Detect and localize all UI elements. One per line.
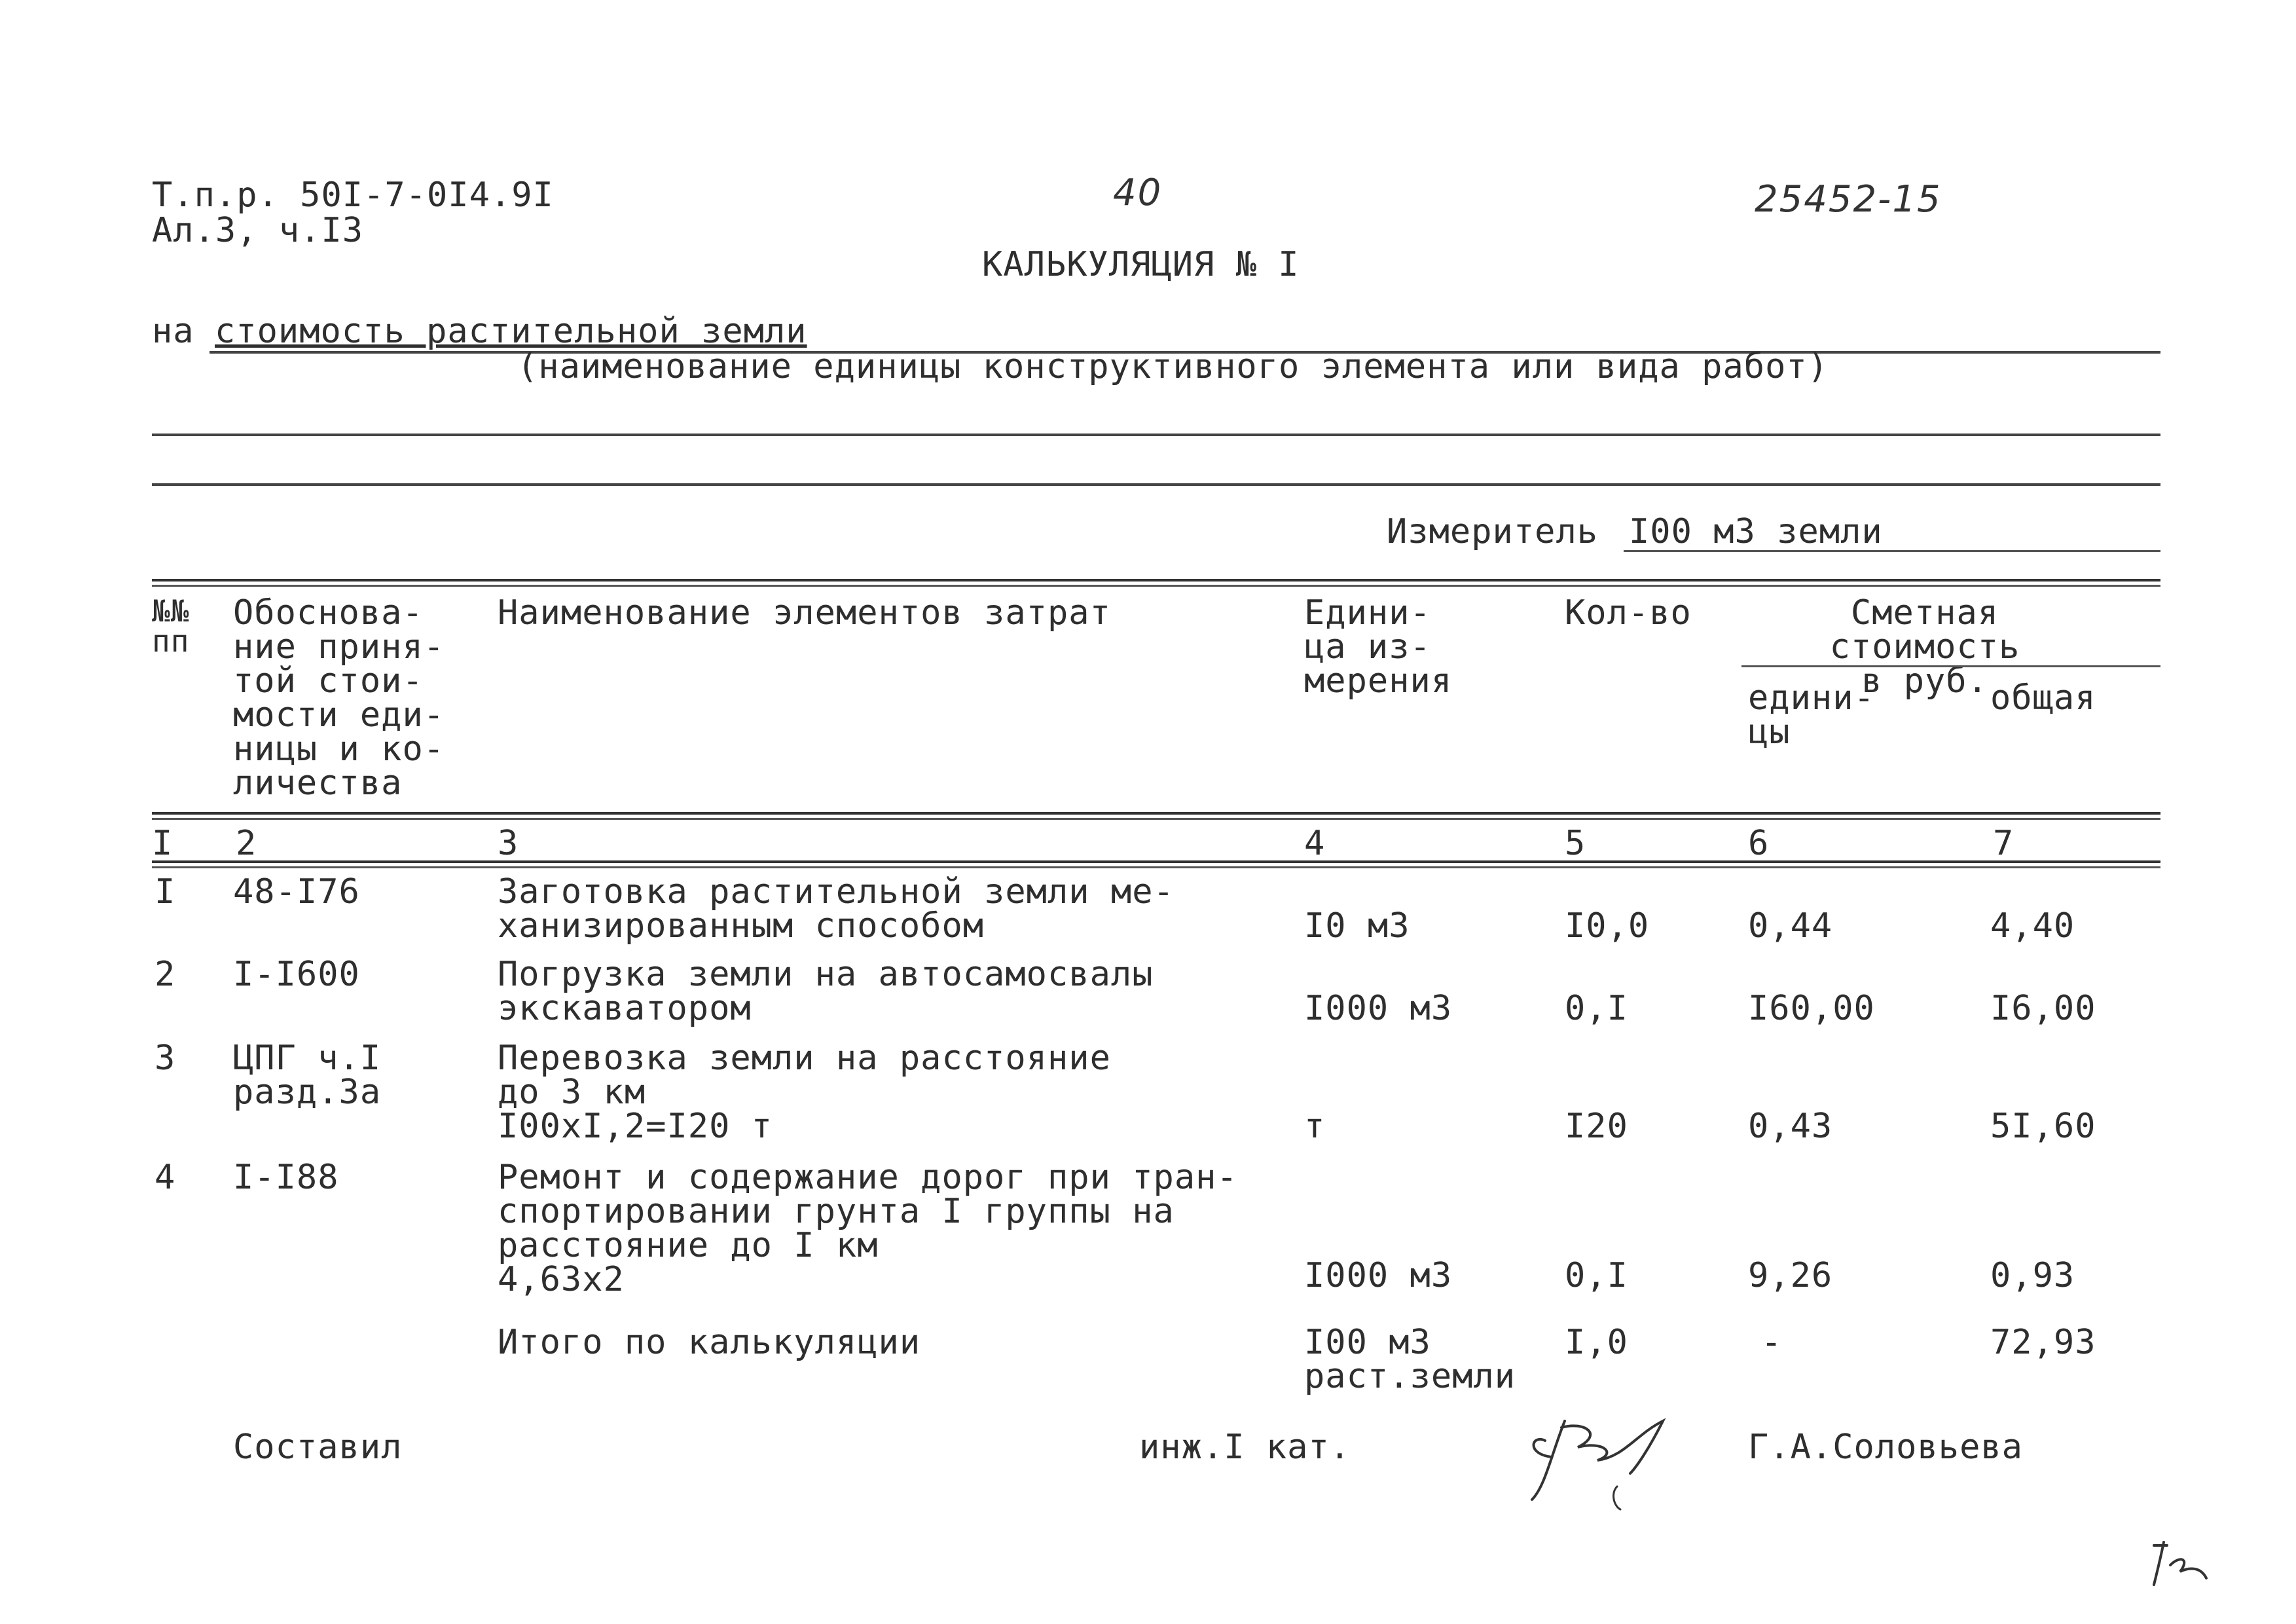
- document-reference: Т.п.р. 50I-7-0I4.9I: [152, 175, 554, 215]
- header-number: №№ пп: [152, 593, 190, 659]
- row-number: I: [155, 872, 176, 912]
- row-name: Погрузка земли на автосамосвалы экскаватором: [498, 955, 1154, 1028]
- row-quantity: I0,0: [1565, 906, 1650, 946]
- header-cost: Сметная стоимость в руб.: [1829, 593, 2020, 701]
- measure-underline: [1624, 550, 2160, 552]
- column-number: 6: [1748, 824, 1770, 863]
- total-amount: 72,93: [1990, 1323, 2096, 1362]
- row-name: Заготовка растительной земли ме- ханизированным способом: [498, 872, 1175, 946]
- row-unit-price: I60,00: [1748, 989, 1875, 1028]
- header-cost-total: общая: [1990, 678, 2096, 718]
- total-quantity: I,0: [1565, 1323, 1628, 1362]
- header-bottom-rule: [152, 812, 2160, 820]
- header-cost-rule: [1741, 665, 2160, 667]
- table-top-rule: [152, 579, 2160, 587]
- column-number: 2: [236, 824, 257, 863]
- row-quantity: 0,I: [1565, 989, 1628, 1028]
- total-unit: I00 м3 раст.земли: [1304, 1323, 1516, 1396]
- total-label: Итого по калькуляции: [498, 1323, 921, 1362]
- measure-label: Измеритель: [1387, 512, 1599, 551]
- header-basis: Обоснова- ние приня- той стои- мости еди- ницы и ко- личества: [233, 593, 445, 803]
- row-number: 3: [155, 1039, 176, 1078]
- row-total: I6,00: [1990, 989, 2096, 1028]
- row-basis: I-I600: [233, 955, 360, 994]
- author-position: инж.I кат.: [1139, 1428, 1351, 1467]
- column-number: 3: [498, 824, 519, 863]
- row-number: 4: [155, 1158, 176, 1197]
- row-basis: 48-I76: [233, 872, 360, 912]
- document-number: 25452-15: [1755, 178, 1942, 221]
- column-number: 7: [1993, 824, 2014, 863]
- row-total: 4,40: [1990, 906, 2075, 946]
- blank-line-2: [152, 483, 2160, 486]
- column-number: 4: [1304, 824, 1326, 863]
- row-basis: ЦПГ ч.I разд.3а: [233, 1039, 382, 1112]
- document-title: КАЛЬКУЛЯЦИЯ № I: [982, 245, 1300, 284]
- row-name: Перевозка земли на расстояние до 3 км I00хI,2=I20 т: [498, 1039, 1111, 1146]
- column-number: 5: [1565, 824, 1586, 863]
- row-unit: т: [1304, 1107, 1326, 1146]
- row-total: 0,93: [1990, 1256, 2075, 1295]
- subject-caption: (наименование единицы конструктивного элемента или вида работ): [517, 347, 1829, 386]
- row-unit: I000 м3: [1304, 1256, 1453, 1295]
- column-number: I: [152, 824, 173, 863]
- header-cost-unit: едини- цы: [1748, 678, 1875, 752]
- blank-line-1: [152, 434, 2160, 436]
- row-total: 5I,60: [1990, 1107, 2096, 1146]
- row-unit-price: 0,43: [1748, 1107, 1833, 1146]
- compiled-by-label: Составил: [233, 1428, 403, 1467]
- column-numbers-rule: [152, 860, 2160, 868]
- row-number: 2: [155, 955, 176, 994]
- row-unit-price: 0,44: [1748, 906, 1833, 946]
- row-unit-price: 9,26: [1748, 1256, 1833, 1295]
- page-number: 40: [1113, 172, 1163, 214]
- corner-handwritten-mark: [2141, 1532, 2219, 1591]
- author-name: Г.А.Соловьева: [1748, 1428, 2023, 1467]
- document-section: Ал.3, ч.I3: [152, 211, 364, 250]
- handwritten-signature: [1506, 1395, 1702, 1513]
- row-basis: I-I88: [233, 1158, 339, 1197]
- row-quantity: 0,I: [1565, 1256, 1628, 1295]
- header-name: Наименование элементов затрат: [498, 593, 1111, 633]
- header-quantity: Кол-во: [1565, 593, 1692, 633]
- header-unit: Едини- ца из- мерения: [1304, 593, 1453, 701]
- measure-value: I00 м3 земли: [1629, 512, 1883, 551]
- row-name: Ремонт и содержание дорог при тран- спортировании грунта I группы на расстояние до I км 4,63х2: [498, 1158, 1238, 1299]
- row-unit: I0 м3: [1304, 906, 1410, 946]
- subject-text: стоимость растительной земли: [215, 312, 807, 351]
- subject-prefix: на: [152, 312, 194, 351]
- total-unit-price: -: [1761, 1323, 1783, 1362]
- row-quantity: I20: [1565, 1107, 1628, 1146]
- row-unit: I000 м3: [1304, 989, 1453, 1028]
